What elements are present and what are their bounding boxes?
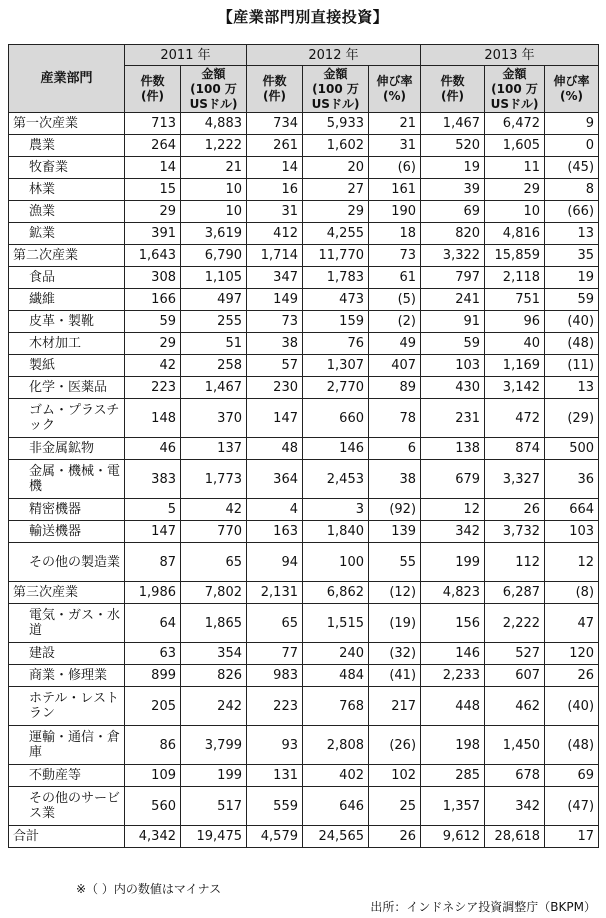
cell-a13: 40 xyxy=(485,333,545,355)
row-label: その他の製造業 xyxy=(9,543,125,582)
cell-a12: 402 xyxy=(303,765,369,787)
cell-c13: 4,823 xyxy=(421,582,485,604)
cell-g13: 13 xyxy=(545,377,599,399)
cell-g13: 13 xyxy=(545,223,599,245)
cell-c11: 205 xyxy=(125,687,181,726)
cell-c12: 4,579 xyxy=(247,826,303,848)
cell-a11: 42 xyxy=(181,499,247,521)
row-label: 鉱業 xyxy=(9,223,125,245)
cell-c12: 149 xyxy=(247,289,303,311)
cell-g12: 38 xyxy=(369,460,421,499)
cell-c12: 230 xyxy=(247,377,303,399)
cell-a13: 3,732 xyxy=(485,521,545,543)
cell-c13: 342 xyxy=(421,521,485,543)
cell-a13: 96 xyxy=(485,311,545,333)
cell-c13: 820 xyxy=(421,223,485,245)
cell-g12: 25 xyxy=(369,787,421,826)
cell-c11: 383 xyxy=(125,460,181,499)
cell-c11: 42 xyxy=(125,355,181,377)
cell-a12: 1,840 xyxy=(303,521,369,543)
cell-a13: 11 xyxy=(485,157,545,179)
cell-g13: 35 xyxy=(545,245,599,267)
cell-c13: 199 xyxy=(421,543,485,582)
cell-c12: 559 xyxy=(247,787,303,826)
row-label: 商業・修理業 xyxy=(9,665,125,687)
cell-c13: 59 xyxy=(421,333,485,355)
growth-header: 伸び率 (%) xyxy=(545,66,599,113)
cell-a11: 354 xyxy=(181,643,247,665)
cell-g13: 8 xyxy=(545,179,599,201)
cell-c11: 147 xyxy=(125,521,181,543)
cell-a13: 28,618 xyxy=(485,826,545,848)
cell-a12: 484 xyxy=(303,665,369,687)
cell-c13: 3,322 xyxy=(421,245,485,267)
cell-a11: 826 xyxy=(181,665,247,687)
table-row xyxy=(9,201,599,223)
cell-c13: 285 xyxy=(421,765,485,787)
table-row xyxy=(9,665,599,687)
cell-c11: 29 xyxy=(125,333,181,355)
cell-c12: 4 xyxy=(247,499,303,521)
cell-g13: 500 xyxy=(545,438,599,460)
row-label: その他のサービス業 xyxy=(9,787,125,826)
cell-c12: 983 xyxy=(247,665,303,687)
cell-c11: 264 xyxy=(125,135,181,157)
cell-a12: 100 xyxy=(303,543,369,582)
cell-a13: 10 xyxy=(485,201,545,223)
cell-g12: (12) xyxy=(369,582,421,604)
table-row xyxy=(9,582,599,604)
cell-c12: 734 xyxy=(247,113,303,135)
cell-a11: 10 xyxy=(181,201,247,223)
cell-c13: 198 xyxy=(421,726,485,765)
row-label: 林業 xyxy=(9,179,125,201)
cell-a13: 527 xyxy=(485,643,545,665)
cell-c13: 9,612 xyxy=(421,826,485,848)
table-row xyxy=(9,179,599,201)
cell-a11: 517 xyxy=(181,787,247,826)
cell-a13: 874 xyxy=(485,438,545,460)
count-header: 件数 (件) xyxy=(247,66,303,113)
cell-a13: 2,118 xyxy=(485,267,545,289)
cell-c11: 4,342 xyxy=(125,826,181,848)
cell-c13: 241 xyxy=(421,289,485,311)
year-header-2012: 2012 年 xyxy=(247,45,421,66)
table-row xyxy=(9,826,599,848)
cell-g13: (66) xyxy=(545,201,599,223)
cell-c12: 57 xyxy=(247,355,303,377)
cell-g12: (6) xyxy=(369,157,421,179)
table-row xyxy=(9,726,599,765)
cell-c13: 12 xyxy=(421,499,485,521)
cell-a11: 255 xyxy=(181,311,247,333)
cell-a12: 2,453 xyxy=(303,460,369,499)
cell-a11: 497 xyxy=(181,289,247,311)
cell-g13: 9 xyxy=(545,113,599,135)
cell-a12: 11,770 xyxy=(303,245,369,267)
table-row xyxy=(9,333,599,355)
cell-c13: 39 xyxy=(421,179,485,201)
cell-g13: 19 xyxy=(545,267,599,289)
row-label: 食品 xyxy=(9,267,125,289)
cell-c12: 1,714 xyxy=(247,245,303,267)
cell-a13: 1,169 xyxy=(485,355,545,377)
cell-a12: 2,770 xyxy=(303,377,369,399)
cell-c13: 103 xyxy=(421,355,485,377)
investment-table xyxy=(8,44,599,848)
cell-c12: 412 xyxy=(247,223,303,245)
cell-g12: (41) xyxy=(369,665,421,687)
row-label: 建設 xyxy=(9,643,125,665)
amount-header: 金額 (100 万 USドル) xyxy=(303,66,369,113)
cell-c13: 146 xyxy=(421,643,485,665)
table-row xyxy=(9,377,599,399)
cell-a12: 1,602 xyxy=(303,135,369,157)
cell-c11: 59 xyxy=(125,311,181,333)
cell-a12: 768 xyxy=(303,687,369,726)
cell-a12: 24,565 xyxy=(303,826,369,848)
sector-header: 産業部門 xyxy=(9,45,125,113)
cell-g12: 139 xyxy=(369,521,421,543)
cell-g12: 26 xyxy=(369,826,421,848)
cell-g12: 78 xyxy=(369,399,421,438)
cell-a12: 76 xyxy=(303,333,369,355)
cell-c11: 308 xyxy=(125,267,181,289)
cell-g12: 407 xyxy=(369,355,421,377)
cell-a12: 4,255 xyxy=(303,223,369,245)
table-row xyxy=(9,223,599,245)
cell-g13: 17 xyxy=(545,826,599,848)
cell-a13: 1,450 xyxy=(485,726,545,765)
cell-a11: 370 xyxy=(181,399,247,438)
cell-a13: 678 xyxy=(485,765,545,787)
cell-a11: 1,773 xyxy=(181,460,247,499)
cell-a11: 199 xyxy=(181,765,247,787)
cell-a12: 146 xyxy=(303,438,369,460)
table-row xyxy=(9,543,599,582)
cell-a12: 2,808 xyxy=(303,726,369,765)
cell-g12: 55 xyxy=(369,543,421,582)
cell-a13: 2,222 xyxy=(485,604,545,643)
table-row xyxy=(9,289,599,311)
row-label: 輸送機器 xyxy=(9,521,125,543)
row-label: 運輸・通信・倉庫 xyxy=(9,726,125,765)
row-label: 繊維 xyxy=(9,289,125,311)
cell-a11: 6,790 xyxy=(181,245,247,267)
cell-a11: 258 xyxy=(181,355,247,377)
cell-a13: 6,472 xyxy=(485,113,545,135)
table-row xyxy=(9,245,599,267)
cell-a11: 10 xyxy=(181,179,247,201)
cell-c11: 63 xyxy=(125,643,181,665)
cell-c12: 73 xyxy=(247,311,303,333)
cell-g13: 120 xyxy=(545,643,599,665)
cell-g12: 217 xyxy=(369,687,421,726)
cell-c12: 31 xyxy=(247,201,303,223)
cell-c11: 1,986 xyxy=(125,582,181,604)
row-label: 金属・機械・電機 xyxy=(9,460,125,499)
count-header: 件数 (件) xyxy=(421,66,485,113)
cell-a11: 770 xyxy=(181,521,247,543)
row-label: 漁業 xyxy=(9,201,125,223)
cell-g13: 664 xyxy=(545,499,599,521)
count-header: 件数 (件) xyxy=(125,66,181,113)
cell-a11: 1,467 xyxy=(181,377,247,399)
cell-a13: 6,287 xyxy=(485,582,545,604)
cell-a13: 462 xyxy=(485,687,545,726)
row-label: 精密機器 xyxy=(9,499,125,521)
cell-a13: 3,327 xyxy=(485,460,545,499)
cell-c12: 77 xyxy=(247,643,303,665)
cell-c13: 231 xyxy=(421,399,485,438)
cell-a11: 137 xyxy=(181,438,247,460)
table-row xyxy=(9,604,599,643)
cell-g12: 190 xyxy=(369,201,421,223)
cell-c13: 156 xyxy=(421,604,485,643)
row-label: 牧畜業 xyxy=(9,157,125,179)
cell-a11: 242 xyxy=(181,687,247,726)
cell-c13: 1,467 xyxy=(421,113,485,135)
table-row xyxy=(9,113,599,135)
cell-c11: 223 xyxy=(125,377,181,399)
row-label: 農業 xyxy=(9,135,125,157)
cell-g13: (47) xyxy=(545,787,599,826)
source-line: 出所：インドネシア投資調整庁（BKPM） xyxy=(370,900,596,914)
cell-g13: 47 xyxy=(545,604,599,643)
row-label: 第一次産業 xyxy=(9,113,125,135)
cell-g12: (5) xyxy=(369,289,421,311)
row-label: 化学・医薬品 xyxy=(9,377,125,399)
cell-c12: 223 xyxy=(247,687,303,726)
cell-a12: 27 xyxy=(303,179,369,201)
row-label: 皮革・製靴 xyxy=(9,311,125,333)
cell-c12: 131 xyxy=(247,765,303,787)
table-row xyxy=(9,643,599,665)
row-label: ホテル・レストラン xyxy=(9,687,125,726)
cell-c13: 797 xyxy=(421,267,485,289)
cell-a13: 3,142 xyxy=(485,377,545,399)
table-row xyxy=(9,267,599,289)
cell-c12: 347 xyxy=(247,267,303,289)
amount-header: 金額 (100 万 USドル) xyxy=(181,66,247,113)
cell-a12: 473 xyxy=(303,289,369,311)
table-row xyxy=(9,687,599,726)
cell-a11: 4,883 xyxy=(181,113,247,135)
cell-g12: (2) xyxy=(369,311,421,333)
cell-g13: (48) xyxy=(545,726,599,765)
cell-a11: 7,802 xyxy=(181,582,247,604)
cell-c13: 138 xyxy=(421,438,485,460)
year-header-2013: 2013 年 xyxy=(421,45,599,66)
cell-c12: 14 xyxy=(247,157,303,179)
cell-a11: 1,865 xyxy=(181,604,247,643)
cell-a11: 19,475 xyxy=(181,826,247,848)
cell-a12: 240 xyxy=(303,643,369,665)
cell-a13: 26 xyxy=(485,499,545,521)
cell-a11: 51 xyxy=(181,333,247,355)
cell-g12: 31 xyxy=(369,135,421,157)
cell-c11: 166 xyxy=(125,289,181,311)
cell-a13: 751 xyxy=(485,289,545,311)
cell-c12: 147 xyxy=(247,399,303,438)
cell-g13: (48) xyxy=(545,333,599,355)
cell-c13: 679 xyxy=(421,460,485,499)
cell-c12: 261 xyxy=(247,135,303,157)
cell-c11: 87 xyxy=(125,543,181,582)
cell-a11: 1,222 xyxy=(181,135,247,157)
table-row xyxy=(9,499,599,521)
cell-g12: 18 xyxy=(369,223,421,245)
table-row xyxy=(9,765,599,787)
cell-c13: 19 xyxy=(421,157,485,179)
cell-a12: 6,862 xyxy=(303,582,369,604)
cell-c11: 899 xyxy=(125,665,181,687)
cell-c13: 91 xyxy=(421,311,485,333)
table-row xyxy=(9,521,599,543)
cell-g13: 103 xyxy=(545,521,599,543)
cell-g13: (40) xyxy=(545,311,599,333)
cell-c11: 46 xyxy=(125,438,181,460)
cell-g12: 49 xyxy=(369,333,421,355)
cell-c13: 1,357 xyxy=(421,787,485,826)
cell-c12: 38 xyxy=(247,333,303,355)
cell-a11: 3,619 xyxy=(181,223,247,245)
cell-c13: 2,233 xyxy=(421,665,485,687)
cell-g12: (32) xyxy=(369,643,421,665)
cell-a12: 646 xyxy=(303,787,369,826)
cell-c11: 713 xyxy=(125,113,181,135)
row-label: 不動産等 xyxy=(9,765,125,787)
cell-c11: 64 xyxy=(125,604,181,643)
year-header-2011: 2011 年 xyxy=(125,45,247,66)
cell-a11: 21 xyxy=(181,157,247,179)
cell-g13: 36 xyxy=(545,460,599,499)
cell-a11: 1,105 xyxy=(181,267,247,289)
cell-c12: 65 xyxy=(247,604,303,643)
cell-a13: 4,816 xyxy=(485,223,545,245)
cell-c11: 148 xyxy=(125,399,181,438)
cell-c11: 391 xyxy=(125,223,181,245)
row-label: 非金属鉱物 xyxy=(9,438,125,460)
cell-a12: 20 xyxy=(303,157,369,179)
row-label: 第三次産業 xyxy=(9,582,125,604)
cell-g12: (92) xyxy=(369,499,421,521)
cell-g12: 161 xyxy=(369,179,421,201)
cell-c11: 1,643 xyxy=(125,245,181,267)
cell-c12: 163 xyxy=(247,521,303,543)
cell-a12: 1,783 xyxy=(303,267,369,289)
growth-header: 伸び率 (%) xyxy=(369,66,421,113)
table-row xyxy=(9,311,599,333)
row-label: 電気・ガス・水道 xyxy=(9,604,125,643)
cell-c13: 520 xyxy=(421,135,485,157)
cell-a11: 3,799 xyxy=(181,726,247,765)
cell-c12: 93 xyxy=(247,726,303,765)
cell-c12: 16 xyxy=(247,179,303,201)
cell-c12: 2,131 xyxy=(247,582,303,604)
cell-a13: 15,859 xyxy=(485,245,545,267)
cell-a13: 472 xyxy=(485,399,545,438)
table-row xyxy=(9,438,599,460)
table-row xyxy=(9,399,599,438)
cell-g13: 0 xyxy=(545,135,599,157)
cell-a11: 65 xyxy=(181,543,247,582)
table-row xyxy=(9,787,599,826)
row-label: 製紙 xyxy=(9,355,125,377)
cell-a12: 3 xyxy=(303,499,369,521)
amount-header: 金額 (100 万 USドル) xyxy=(485,66,545,113)
row-label: ゴム・プラスチック xyxy=(9,399,125,438)
cell-g12: 102 xyxy=(369,765,421,787)
cell-a13: 607 xyxy=(485,665,545,687)
cell-c11: 29 xyxy=(125,201,181,223)
cell-g13: (8) xyxy=(545,582,599,604)
cell-g13: 12 xyxy=(545,543,599,582)
cell-c13: 430 xyxy=(421,377,485,399)
cell-c11: 15 xyxy=(125,179,181,201)
table-title: 【産業部門別直接投資】 xyxy=(217,8,389,26)
table-row xyxy=(9,355,599,377)
footnote: ※（ ）内の数値はマイナス xyxy=(76,882,222,896)
cell-a12: 1,307 xyxy=(303,355,369,377)
cell-g13: (40) xyxy=(545,687,599,726)
cell-g12: 61 xyxy=(369,267,421,289)
cell-g12: 73 xyxy=(369,245,421,267)
cell-c13: 69 xyxy=(421,201,485,223)
cell-c11: 5 xyxy=(125,499,181,521)
cell-a12: 159 xyxy=(303,311,369,333)
cell-c11: 86 xyxy=(125,726,181,765)
table-row xyxy=(9,157,599,179)
cell-a12: 29 xyxy=(303,201,369,223)
table-row xyxy=(9,460,599,499)
cell-c11: 109 xyxy=(125,765,181,787)
cell-c12: 364 xyxy=(247,460,303,499)
cell-g12: (19) xyxy=(369,604,421,643)
table-row xyxy=(9,135,599,157)
cell-c11: 560 xyxy=(125,787,181,826)
row-label: 第二次産業 xyxy=(9,245,125,267)
cell-a12: 5,933 xyxy=(303,113,369,135)
cell-c12: 94 xyxy=(247,543,303,582)
cell-g12: 89 xyxy=(369,377,421,399)
cell-a13: 29 xyxy=(485,179,545,201)
cell-g13: (11) xyxy=(545,355,599,377)
cell-a13: 112 xyxy=(485,543,545,582)
cell-g13: 69 xyxy=(545,765,599,787)
cell-g12: (26) xyxy=(369,726,421,765)
cell-a12: 660 xyxy=(303,399,369,438)
cell-g13: 59 xyxy=(545,289,599,311)
cell-a12: 1,515 xyxy=(303,604,369,643)
cell-g13: 26 xyxy=(545,665,599,687)
cell-c13: 448 xyxy=(421,687,485,726)
table-body xyxy=(9,113,599,848)
cell-c12: 48 xyxy=(247,438,303,460)
cell-a13: 1,605 xyxy=(485,135,545,157)
cell-a13: 342 xyxy=(485,787,545,826)
cell-g12: 21 xyxy=(369,113,421,135)
cell-c11: 14 xyxy=(125,157,181,179)
row-label: 木材加工 xyxy=(9,333,125,355)
cell-g13: (45) xyxy=(545,157,599,179)
row-label: 合計 xyxy=(9,826,125,848)
cell-g13: (29) xyxy=(545,399,599,438)
cell-g12: 6 xyxy=(369,438,421,460)
